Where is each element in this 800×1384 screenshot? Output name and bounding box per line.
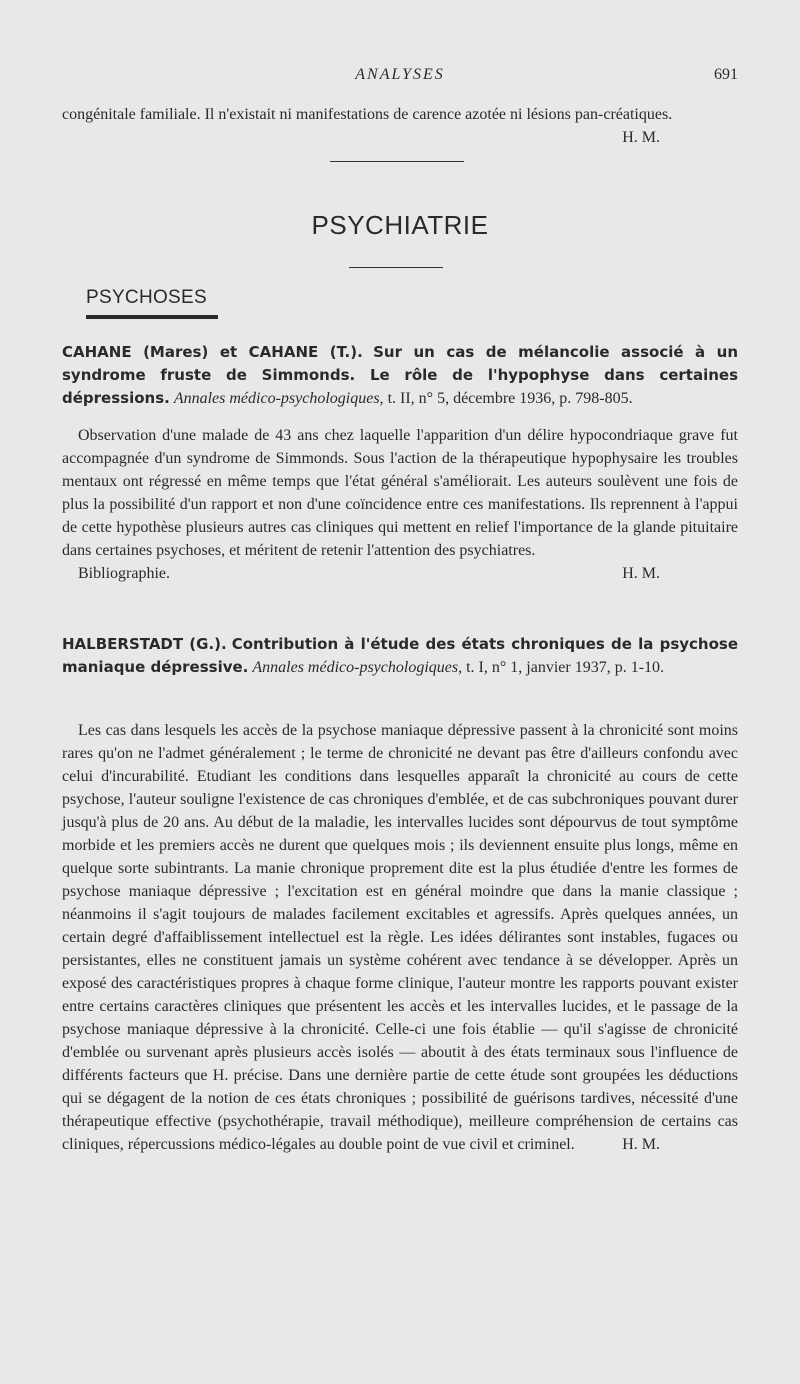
article-1-reference [62, 341, 738, 410]
page-header [0, 66, 800, 88]
intro-text: congénitale familiale. Il n'existait ni manifestations de carence azotée ni lésions pan-créatiques. [62, 106, 673, 123]
article-1-title: Sur un cas de mélancolie associé à un syndrome fruste de Simmonds. Le rôle de l'hypophyse dans certaines dépressions. [62, 343, 739, 407]
article-1-citation: t. II, n° 5, décembre 1936, p. 798-805. [387, 390, 633, 407]
running-title: ANALYSES [355, 66, 445, 83]
article-2-abstract [62, 719, 738, 1156]
article-1-authors: CAHANE (Mares) et CAHANE (T.). [62, 343, 363, 361]
article-2-authors: HALBERSTADT (G.). [62, 635, 227, 653]
article-1-abstract [62, 424, 738, 585]
article-2-reference [62, 633, 738, 679]
section-title: PSYCHIATRIE [311, 210, 489, 240]
separator-rule [330, 161, 464, 162]
article-2-journal: Annales médico-psychologiques, [252, 659, 463, 676]
subsection-title: PSYCHOSES [86, 287, 207, 308]
section-rule [349, 267, 443, 268]
intro-paragraph [62, 103, 738, 149]
article-1-body: Observation d'une malade de 43 ans chez laquelle l'apparition d'un délire hypocondriaque grave fut accompagnée d'un syndrome de Simmonds. Sous l'action de la thérapeutique hypophysaire les troubles mentaux ont régressé en même temps que l'état général s'améliorait. Les auteurs soulèvent une fois de plus la possibilité d'un rapport et non d'une coïncidence entre ces manifestations. Ils reprennent à l'appui de cette hypothèse plusieurs autres cas cliniques qui mettent en relief l'importance de la glande pituitaire dans certaines psychoses, et méritent de retenir l'attention des psychiatres. [62, 427, 738, 559]
article-1-journal: Annales médico-psychologiques, [173, 390, 384, 407]
intro-signature: H. M. [622, 129, 660, 146]
article-2-title: Contribution à l'étude des états chroniques de la psychose maniaque dépressive. [62, 635, 739, 676]
article-2-body: Les cas dans lesquels les accès de la psychose maniaque dépressive passent à la chronicité sont moins rares qu'on ne l'admet généralement ; le terme de chronicité ne devant pas être d'ailleurs confondu avec celui d'incurabilité. Etudiant les conditions dans lesquelles apparaît la chronicité au cours de cette psychose, l'auteur souligne l'existence de cas chroniques d'emblée, et de cas subchroniques pouvant durer jusqu'à plus de 20 ans. Au début de la maladie, les intervalles lucides sont dépourvus de tout symptôme morbide et les premiers accès ne durent que quelques mois ; ils deviennent ensuite plus longs, même en quelque sorte subintrants. La manie chronique proprement dite est la plus étudiée d'entre les formes de psychose maniaque dépressive ; l'excitation est en général moindre que dans la manie classique ; néanmoins il s'agit toujours de malades facilement excitables et agressifs. Après quelques années, un certain degré d'affaiblissement intellectuel est la règle. Les idées délirantes sont instables, fugaces ou persistantes, elles ne constituent jamais un système cohérent avec tendance à se développer. Après un exposé des caractéristiques propres à chaque forme clinique, l'auteur montre les rapports pouvant exister entre certains caractères cliniques que présentent les accès et les intervalles lucides, et le passage de la psychose maniaque dépressive à la chronicité. Celle-ci une fois établie — qu'il s'agisse de chronicité d'emblée ou survenant après plusieurs accès isolés — aboutit à des états terminaux sous l'influence de différents facteurs que H. précise. Dans une dernière partie de cette étude sont groupées les déductions qui se dégagent de la notion de ces états chroniques ; possibilité de guérisons tardives, nécessité d'une thérapeutique effective (psychothérapie, travail méthodique), meilleure compréhension de certains cas cliniques, répercussions médico-légales au double point de vue civil et criminel. [62, 722, 738, 1153]
article-2-citation: t. I, n° 1, janvier 1937, p. 1-10. [466, 659, 665, 676]
article-1-signature: H. M. [622, 565, 660, 582]
page-number: 691 [714, 66, 738, 83]
article-1-bibliography: Bibliographie. [78, 565, 170, 582]
article-2-signature: H. M. [622, 1136, 660, 1153]
subsection-underline [86, 315, 218, 319]
